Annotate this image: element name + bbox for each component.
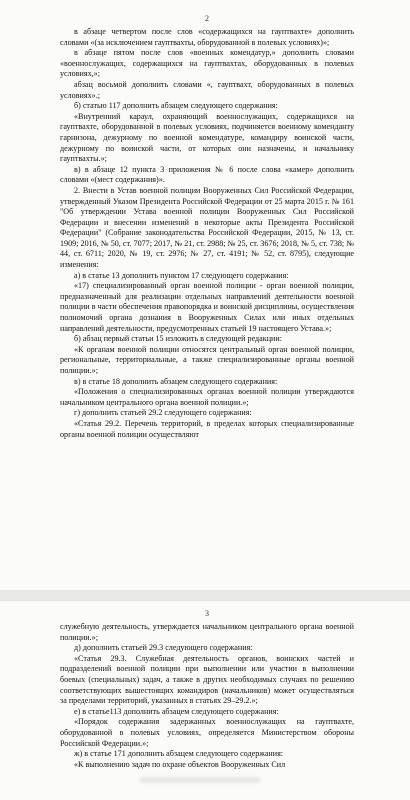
paragraph: «К органам военной полиции относятся центральный орган военной полиции, региональные, территориальные, а также специализированные органы военной полиции.»;: [60, 344, 354, 375]
paragraph: «Порядок содержания задержанных военнослужащих на гауптвахте, оборудованной в полевых условиях, определяется Министерством обороны Российской Федерации.»;: [60, 717, 354, 748]
paragraph: «Статья 29.2. Перечень территорий, в пределах которых специализированные органы военной полиции осуществляют: [60, 418, 354, 439]
paragraph: «К выполнению задач по охране объектов Вооруженных Сил: [74, 759, 286, 769]
paragraph: в) в статье 18 дополнить абзацем следующего содержания:: [74, 376, 278, 386]
paragraph: в абзаце пятом после слов «военных комендатур,» дополнить словами «военнослужащих, содержащихся на гауптвахтах, оборудованных в полевых условиях,»;: [60, 48, 354, 79]
document-page-2: [0, 600, 410, 800]
paragraph: «Внутренний караул, охраняющий военнослужащих, содержащихся на гауптвахте, оборудованной в полевых условиях, подчиняется военному коменданту гарнизона, дежурному по военной комендатуре, командиру воинской части, дежурному по воинской части, от которых они назначены, и начальнику гауптвахты.»;: [60, 111, 354, 164]
paragraph: абзац восьмой дополнить словами «, гауптвахт, оборудованных в полевых условиях».;: [60, 79, 354, 100]
scan-smudge: [140, 777, 260, 783]
paragraph: б) абзац первый статьи 15 изложить в следующей редакции:: [74, 334, 282, 344]
paragraph: «Положения о специализированных органах военной полиции утверждаются начальником центрального органа военной полиции.»;: [60, 387, 354, 407]
page-number: 3: [205, 609, 209, 618]
paragraph: д) дополнить статьей 29.3 следующего содержания:: [74, 643, 253, 653]
paragraph: 2. Внести в Устав военной полиции Вооруженных Сил Российской Федерации, утвержденный Указом Президента Российской Федерации от 25 марта 2015 г. № 161 "Об утверждении Устава военной полиции Вооруженных Сил Российской Федерации и внесении изменений в некоторые акты Президента Российской Федерации" (Собрание законодательства Российской Федерации, 2015, № 13, ст. 1909; 2016, № 50, ст. 7077; 2017, № 21, ст. 2988; № 25, ст. 3676; 2018, № 5, ст. 738; № 44, ст. 6711; 2020, № 19, ст. 2976; № 27, ст. 4191; № 52, ст. 8795), следующие изменения:: [60, 185, 354, 270]
paragraph: «17) специализированный орган военной полиции - орган военной полиции, предназначенный для реализации отдельных направлений деятельности военной полиции в части обеспечения правопорядка и воинской дисциплины, осуществления полномочий органа дознания в Вооруженных Силах или иных отдельных направлений деятельности, предусмотренных статьей 19 настоящего Устава.»;: [60, 281, 354, 333]
page-number: 2: [205, 14, 209, 23]
paragraph: ж) в статье 171 дополнить абзацем следующего содержания:: [74, 749, 284, 759]
paragraph: а) в статье 13 дополнить пунктом 17 следующего содержания:: [74, 270, 289, 280]
paragraph: в абзаце четвертом после слов «содержащихся на гауптвахте» дополнить словами «(за исключением гауптвахты, оборудованной в полевых условиях)»;: [60, 27, 354, 47]
paragraph: «Статья 29.3. Служебная деятельность органов, воинских частей и подразделений военной полиции при выполнении или участии в выполнении боевых (специальных) задач, а также в других необходимых случаях по решению соответствующих вышестоящих командиров (начальников) может осуществляться за пределами территорий, указанных в статьях 29–29.2.»;: [60, 653, 354, 706]
paragraph: г) дополнить статьей 29.2 следующего содержания:: [74, 408, 252, 418]
paragraph: е) в статье113 дополнить абзацем следующего содержания:: [74, 706, 279, 716]
paragraph: б) статью 117 дополнить абзацем следующего содержания:: [74, 101, 278, 111]
page-gap: [0, 590, 410, 600]
paragraph: в) в абзаце 12 пункта 3 приложения № 6 после слова «камер» дополнить словами «(мест содержания)».: [60, 164, 354, 185]
paragraph: служебную деятельность, утверждается начальником центрального органа военной полиции.»;: [60, 622, 354, 642]
